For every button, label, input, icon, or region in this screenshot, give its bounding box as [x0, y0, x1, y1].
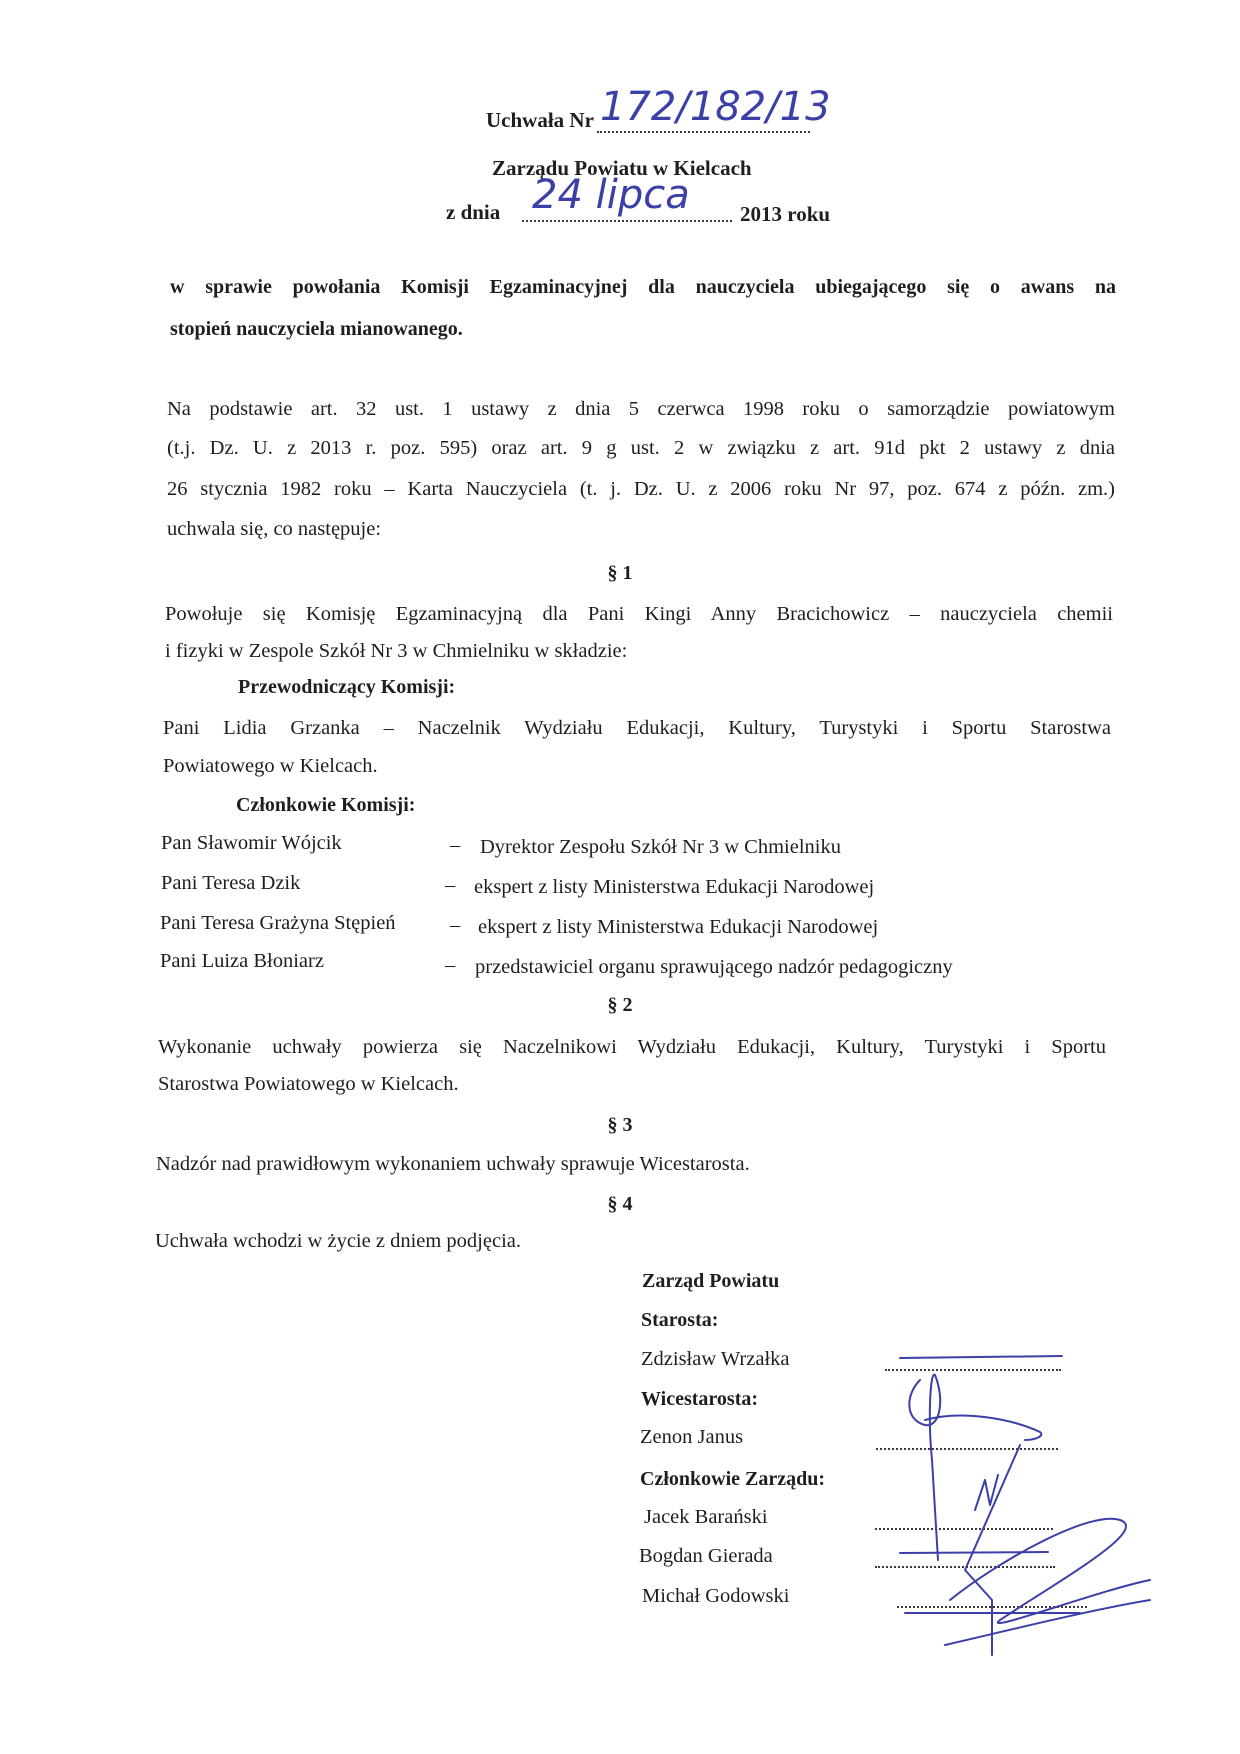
member-role: ekspert z listy Ministerstwa Edukacji Narodowej [478, 916, 879, 938]
section-1-line-2: i fizyki w Zespole Szkół Nr 3 w Chmielniku w składzie: [165, 640, 628, 662]
member-dash: – [450, 914, 461, 936]
member-name: Pani Teresa Dzik [161, 872, 301, 894]
section-4-line-1: Uchwała wchodzi w życie z dniem podjęcia. [155, 1230, 521, 1252]
member-dash: – [445, 954, 456, 976]
vice-starosta-signature-stroke [909, 1375, 940, 1560]
starosta-heading: Starosta: [641, 1309, 719, 1331]
vice-starosta-signature-flourish [925, 1416, 1041, 1440]
chair-line-2: Powiatowego w Kielcach. [163, 755, 378, 777]
subject-line-1: w sprawie powołania Komisji Egzaminacyjnej dla nauczyciela ubiegającego się o awans na [170, 276, 1116, 298]
member-dash: – [445, 874, 456, 896]
member-name: Pani Luiza Błoniarz [160, 950, 324, 972]
section-2-line-1: Wykonanie uchwały powierza się Naczelnikowi Wydziału Edukacji, Kultury, Turystyki i Sportu [158, 1036, 1106, 1058]
member-dash: – [450, 834, 461, 856]
vice-starosta-heading: Wicestarosta: [641, 1388, 759, 1410]
vice-starosta-signature-line [876, 1448, 1058, 1450]
date-dotted-line [522, 220, 732, 222]
vice-starosta-name: Zenon Janus [640, 1426, 744, 1448]
member-name: Pan Sławomir Wójcik [161, 832, 342, 854]
preamble-line-3: 26 stycznia 1982 roku – Karta Nauczyciela (t. j. Dz. U. z 2006 roku Nr 97, poz. 674 z późn. zm.) [167, 478, 1115, 500]
member-name: Pani Teresa Grażyna Stępień [160, 912, 396, 934]
member-role: przedstawiciel organu sprawującego nadzór pedagogiczny [475, 956, 953, 978]
members-heading: Członkowie Komisji: [236, 794, 416, 816]
section-3-line-1: Nadzór nad prawidłowym wykonaniem uchwały sprawuje Wicestarosta. [156, 1153, 750, 1175]
board-signature-heading: Zarząd Powiatu [642, 1270, 780, 1292]
section-2-title: § 2 [607, 994, 633, 1016]
subject-line-2: stopień nauczyciela mianowanego. [170, 318, 463, 340]
preamble-line-4: uchwala się, co następuje: [167, 518, 382, 540]
section-3-title: § 3 [607, 1114, 633, 1136]
board-member-signature-line [875, 1528, 1053, 1530]
member-role: ekspert z listy Ministerstwa Edukacji Narodowej [474, 876, 875, 898]
board-name: Zarządu Powiatu w Kielcach [492, 156, 752, 180]
preamble-line-2: (t.j. Dz. U. z 2013 r. poz. 595) oraz art. 9 g ust. 2 w związku z art. 91d pkt 2 ustawy z dnia [167, 437, 1115, 459]
starosta-name: Zdzisław Wrzałka [641, 1348, 790, 1370]
resolution-number-dotted-line [597, 131, 810, 133]
starosta-signature-line [885, 1369, 1061, 1371]
board-member-signature-line [897, 1606, 1087, 1608]
member-signature-initial [975, 1475, 998, 1510]
board-member-signature-line [875, 1566, 1055, 1568]
member-role: Dyrektor Zespołu Szkół Nr 3 w Chmielniku [480, 836, 841, 858]
resolution-number-handwritten: 172/182/13 [600, 84, 831, 130]
date-suffix: 2013 roku [740, 202, 831, 226]
starosta-signature-stroke [900, 1356, 1062, 1358]
chair-line-1: Pani Lidia Grzanka – Naczelnik Wydziału Edukacji, Kultury, Turystyki i Sportu Starostwa [163, 717, 1111, 739]
section-2-line-2: Starostwa Powiatowego w Kielcach. [158, 1073, 459, 1095]
board-member-name: Bogdan Gierada [639, 1545, 773, 1567]
section-1-line-1: Powołuje się Komisję Egzaminacyjną dla Pani Kingi Anny Bracichowicz – nauczyciela chemii [165, 603, 1113, 625]
section-4-title: § 4 [607, 1193, 633, 1215]
date-handwritten: 24 lipca [532, 172, 690, 218]
preamble-line-1: Na podstawie art. 32 ust. 1 ustawy z dnia 5 czerwca 1998 roku o samorządzie powiatowym [167, 398, 1115, 420]
resolution-label: Uchwała Nr [486, 108, 594, 132]
board-member-name: Jacek Barański [644, 1506, 768, 1528]
member-signature-stroke [965, 1445, 1020, 1655]
board-members-heading: Członkowie Zarządu: [640, 1468, 825, 1490]
section-1-title: § 1 [607, 562, 633, 584]
member-signature-underline [900, 1552, 1048, 1553]
board-member-name: Michał Godowski [642, 1585, 790, 1607]
date-prefix: z dnia [446, 200, 501, 224]
chair-heading: Przewodniczący Komisji: [238, 676, 456, 698]
